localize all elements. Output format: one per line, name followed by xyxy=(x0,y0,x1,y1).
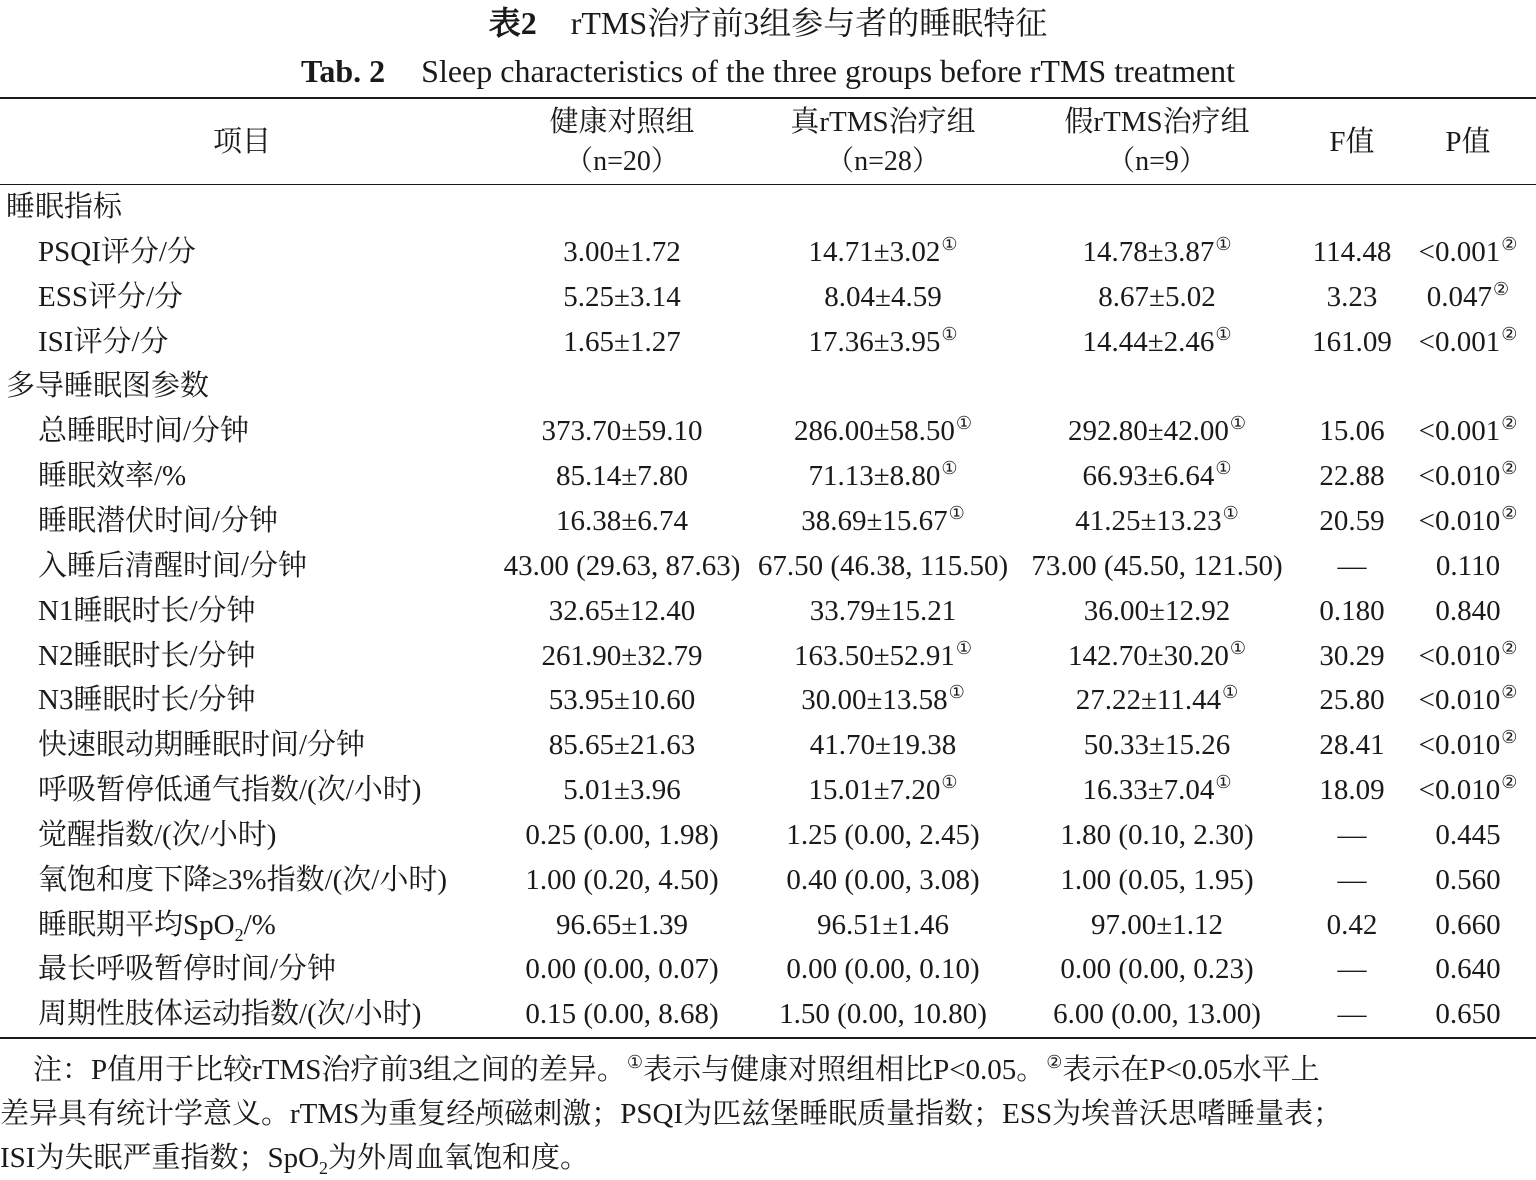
table-row xyxy=(0,768,1536,813)
real-rtms-value xyxy=(748,320,1018,365)
p-value xyxy=(1400,589,1536,634)
header-p-label: P值 xyxy=(1445,126,1491,158)
note-line-3 xyxy=(0,1136,1536,1180)
f-value xyxy=(1294,634,1410,679)
sham-rtms-value xyxy=(1020,858,1294,903)
p-value xyxy=(1400,813,1536,858)
healthy-control-value-text: 85.14±7.80 xyxy=(556,460,688,493)
f-value xyxy=(1294,544,1410,589)
significance-mark: ① xyxy=(941,458,958,479)
p-value xyxy=(1400,454,1536,499)
f-value xyxy=(1294,723,1410,768)
real-rtms-value xyxy=(748,947,1018,992)
sham-rtms-value-text: 97.00±1.12 xyxy=(1091,908,1223,941)
sham-rtms-value xyxy=(1020,768,1294,813)
section-row xyxy=(0,185,1536,230)
table-top-rule xyxy=(0,97,1536,99)
f-value-text: 30.29 xyxy=(1319,639,1385,672)
row-label-text: 睡眠潜伏时间/分钟 xyxy=(38,504,279,537)
row-label xyxy=(38,858,447,903)
p-value-text: 0.047 xyxy=(1426,280,1493,313)
f-value xyxy=(1294,499,1410,544)
healthy-control-value-text: 43.00 (29.63, 87.63) xyxy=(503,549,741,582)
sham-rtms-value-text: 16.33±7.04 xyxy=(1082,774,1215,807)
real-rtms-value-text: 30.00±13.58 xyxy=(801,684,948,717)
real-rtms-value xyxy=(748,634,1018,679)
healthy-control-value-text: 16.38±6.74 xyxy=(556,504,688,537)
real-rtms-value-text: 96.51±1.46 xyxy=(817,908,949,941)
significance-mark: ② xyxy=(1501,233,1518,254)
healthy-control-value-text: 5.25±3.14 xyxy=(563,280,681,313)
sham-rtms-value-text: 1.00 (0.05, 1.95) xyxy=(1060,863,1254,896)
p-value xyxy=(1400,903,1536,948)
row-label-text: 快速眼动期睡眠时间/分钟 xyxy=(38,729,366,762)
healthy-control-value-text: 0.15 (0.00, 8.68) xyxy=(525,998,719,1031)
p-value-text: 0.445 xyxy=(1435,818,1501,851)
significance-mark: ② xyxy=(1501,727,1518,748)
f-value-text: 0.42 xyxy=(1326,908,1378,941)
p-value xyxy=(1400,409,1536,454)
real-rtms-value xyxy=(748,678,1018,723)
real-rtms-value-text: 8.04±4.59 xyxy=(824,280,942,313)
f-value-text: — xyxy=(1337,998,1367,1031)
significance-mark: ① xyxy=(1222,682,1239,703)
header-item-label: 项目 xyxy=(212,126,271,158)
significance-mark: ① xyxy=(1215,772,1232,793)
header-group3-label: 假rTMS治疗组 xyxy=(1064,106,1250,138)
significance-mark: ① xyxy=(1215,233,1232,254)
real-rtms-value-text: 0.00 (0.00, 0.10) xyxy=(786,953,980,986)
row-label-subscript: 2 xyxy=(234,924,244,945)
p-value-text: <0.010 xyxy=(1418,684,1501,717)
row-label xyxy=(38,230,196,275)
f-value-text: — xyxy=(1337,549,1367,582)
healthy-control-value xyxy=(484,499,760,544)
row-label-text: 呼吸暂停低通气指数/(次/小时) xyxy=(38,774,422,807)
f-value-text: 114.48 xyxy=(1312,235,1392,268)
table-row xyxy=(0,813,1536,858)
note-line-1b: 表示与健康对照组相比P<0.05。 xyxy=(643,1054,1046,1086)
row-label-text: PSQI评分/分 xyxy=(38,235,196,268)
row-label-text: 睡眠效率/% xyxy=(38,460,187,493)
healthy-control-value-text: 96.65±1.39 xyxy=(556,908,688,941)
sham-rtms-value xyxy=(1020,409,1294,454)
real-rtms-value xyxy=(748,454,1018,499)
header-group2-n: （n=28） xyxy=(826,146,940,177)
real-rtms-value-text: 15.01±7.20 xyxy=(808,774,941,807)
significance-mark: ② xyxy=(1501,458,1518,479)
p-value xyxy=(1400,230,1536,275)
table-row xyxy=(0,678,1536,723)
significance-mark: ① xyxy=(941,772,958,793)
row-label xyxy=(38,275,183,320)
p-value-text: 0.560 xyxy=(1435,863,1501,896)
header-item xyxy=(0,100,484,184)
table-note xyxy=(0,1048,1536,1180)
p-value-text: <0.010 xyxy=(1418,504,1501,537)
p-value-text: <0.001 xyxy=(1418,235,1501,268)
healthy-control-value xyxy=(484,858,760,903)
p-value-text: <0.010 xyxy=(1418,729,1501,762)
table-title-en xyxy=(0,50,1536,92)
real-rtms-value-text: 14.71±3.02 xyxy=(808,235,941,268)
header-group3-n: （n=9） xyxy=(1107,146,1207,177)
f-value-text: 20.59 xyxy=(1319,504,1385,537)
sham-rtms-value xyxy=(1020,678,1294,723)
significance-mark: ② xyxy=(1501,637,1518,658)
real-rtms-value-text: 41.70±19.38 xyxy=(809,729,957,762)
healthy-control-value xyxy=(484,813,760,858)
significance-mark: ② xyxy=(1501,323,1518,344)
healthy-control-value-text: 0.00 (0.00, 0.07) xyxy=(525,953,719,986)
healthy-control-value xyxy=(484,275,760,320)
table-row xyxy=(0,454,1536,499)
row-label-text: ISI评分/分 xyxy=(38,325,169,358)
real-rtms-value xyxy=(748,992,1018,1037)
real-rtms-value xyxy=(748,858,1018,903)
healthy-control-value-text: 261.90±32.79 xyxy=(541,639,703,672)
healthy-control-value-text: 32.65±12.40 xyxy=(548,594,696,627)
header-f-label: F值 xyxy=(1329,126,1375,158)
p-value xyxy=(1400,320,1536,365)
significance-mark: ① xyxy=(941,323,958,344)
healthy-control-value xyxy=(484,544,760,589)
row-label-text: 睡眠指标 xyxy=(6,191,123,223)
f-value-text: — xyxy=(1337,818,1367,851)
real-rtms-value xyxy=(748,409,1018,454)
f-value xyxy=(1294,589,1410,634)
significance-mark: ② xyxy=(1501,682,1518,703)
sham-rtms-value-text: 36.00±12.92 xyxy=(1083,594,1231,627)
f-value-text: — xyxy=(1337,953,1367,986)
sham-rtms-value xyxy=(1020,454,1294,499)
p-value xyxy=(1400,992,1536,1037)
sham-rtms-value xyxy=(1020,813,1294,858)
significance-mark: ① xyxy=(955,413,973,434)
real-rtms-value xyxy=(748,499,1018,544)
row-label-text: 最长呼吸暂停时间/分钟 xyxy=(38,953,337,986)
f-value xyxy=(1294,768,1410,813)
f-value xyxy=(1294,903,1410,948)
table-row xyxy=(0,634,1536,679)
real-rtms-value xyxy=(748,813,1018,858)
row-label xyxy=(38,499,278,544)
f-value xyxy=(1294,678,1410,723)
real-rtms-value xyxy=(748,903,1018,948)
sham-rtms-value xyxy=(1020,634,1294,679)
row-label xyxy=(38,903,276,948)
p-value xyxy=(1400,678,1536,723)
significance-mark: ① xyxy=(948,682,965,703)
table-number-cn: 表2 xyxy=(488,5,537,41)
real-rtms-value-text: 0.40 (0.00, 3.08) xyxy=(786,863,980,896)
row-label xyxy=(38,589,256,634)
healthy-control-value-text: 373.70±59.10 xyxy=(541,415,703,448)
row-label-tail: /% xyxy=(243,908,276,941)
real-rtms-value-text: 1.25 (0.00, 2.45) xyxy=(786,818,980,851)
row-label-text: 总睡眠时间/分钟 xyxy=(38,415,250,448)
row-label xyxy=(38,320,169,365)
sham-rtms-value xyxy=(1020,947,1294,992)
row-label xyxy=(38,768,421,813)
real-rtms-value xyxy=(748,230,1018,275)
header-group2 xyxy=(748,100,1018,184)
p-value xyxy=(1400,634,1536,679)
real-rtms-value xyxy=(748,723,1018,768)
f-value xyxy=(1294,454,1410,499)
row-label-text: 睡眠期平均SpO xyxy=(38,908,235,941)
healthy-control-value-text: 1.00 (0.20, 4.50) xyxy=(525,863,719,896)
header-group1 xyxy=(484,100,760,184)
significance-mark: ② xyxy=(1501,502,1518,523)
row-label xyxy=(6,364,209,409)
sham-rtms-value-text: 0.00 (0.00, 0.23) xyxy=(1060,953,1254,986)
row-label xyxy=(38,992,421,1037)
row-label-text: 氧饱和度下降≥3%指数/(次/小时) xyxy=(38,863,448,896)
table-row xyxy=(0,499,1536,544)
f-value-text: 0.180 xyxy=(1319,594,1385,627)
row-label xyxy=(38,454,186,499)
p-value xyxy=(1400,723,1536,768)
table-row xyxy=(0,409,1536,454)
f-value xyxy=(1294,409,1410,454)
table-row xyxy=(0,723,1536,768)
row-label xyxy=(38,634,256,679)
sham-rtms-value-text: 73.00 (45.50, 121.50) xyxy=(1031,549,1283,582)
f-value xyxy=(1294,320,1410,365)
healthy-control-value xyxy=(484,723,760,768)
significance-mark: ① xyxy=(941,233,958,254)
table-bottom-rule xyxy=(0,1037,1536,1039)
healthy-control-value xyxy=(484,768,760,813)
sham-rtms-value-text: 41.25±13.23 xyxy=(1075,504,1222,537)
healthy-control-value xyxy=(484,230,760,275)
real-rtms-value xyxy=(748,544,1018,589)
healthy-control-value-text: 3.00±1.72 xyxy=(563,235,681,268)
table-number-en: Tab. 2 xyxy=(300,53,386,89)
table-title-text-en: Sleep characteristics of the three groups before rTMS treatment xyxy=(421,53,1236,89)
sham-rtms-value xyxy=(1020,499,1294,544)
healthy-control-value xyxy=(484,320,760,365)
row-label-text: N2睡眠时长/分钟 xyxy=(38,639,256,672)
p-value-text: 0.840 xyxy=(1435,594,1501,627)
row-label xyxy=(38,947,336,992)
f-value-text: 28.41 xyxy=(1319,729,1385,762)
sham-rtms-value xyxy=(1020,903,1294,948)
row-label-text: 周期性肢体运动指数/(次/小时) xyxy=(38,998,422,1031)
f-value xyxy=(1294,813,1410,858)
significance-mark: ① xyxy=(948,502,965,523)
f-value xyxy=(1294,947,1410,992)
f-value xyxy=(1294,275,1410,320)
healthy-control-value xyxy=(484,409,760,454)
sham-rtms-value xyxy=(1020,992,1294,1037)
table-row xyxy=(0,230,1536,275)
row-label xyxy=(38,544,307,589)
row-label-text: 入睡后清醒时间/分钟 xyxy=(38,549,308,582)
sham-rtms-value xyxy=(1020,544,1294,589)
note-line-3-sub: 2 xyxy=(319,1158,329,1178)
significance-mark: ① xyxy=(955,637,973,658)
significance-mark: ① xyxy=(1215,323,1232,344)
real-rtms-value xyxy=(748,768,1018,813)
note-line-1c: 表示在P<0.05水平上 xyxy=(1062,1054,1320,1086)
significance-mark: ② xyxy=(1501,772,1518,793)
header-f-value xyxy=(1294,100,1410,184)
f-value-text: 22.88 xyxy=(1319,460,1385,493)
p-value-text: 0.110 xyxy=(1435,549,1501,582)
sham-rtms-value xyxy=(1020,589,1294,634)
sham-rtms-value-text: 14.78±3.87 xyxy=(1082,235,1215,268)
section-row xyxy=(0,364,1536,409)
p-value xyxy=(1400,275,1536,320)
header-group2-label: 真rTMS治疗组 xyxy=(790,106,976,138)
row-label xyxy=(38,723,365,768)
healthy-control-value-text: 1.65±1.27 xyxy=(563,325,681,358)
sham-rtms-value xyxy=(1020,320,1294,365)
sham-rtms-value-text: 14.44±2.46 xyxy=(1082,325,1215,358)
healthy-control-value xyxy=(484,903,760,948)
sham-rtms-value-text: 50.33±15.26 xyxy=(1083,729,1231,762)
row-label-text: 觉醒指数/(次/小时) xyxy=(38,818,277,851)
header-group1-n: （n=20） xyxy=(565,146,679,177)
healthy-control-value-text: 0.25 (0.00, 1.98) xyxy=(525,818,719,851)
significance-mark: ① xyxy=(1222,502,1239,523)
sham-rtms-value-text: 292.80±42.00 xyxy=(1067,415,1229,448)
row-label xyxy=(38,678,256,723)
p-value-text: <0.010 xyxy=(1418,639,1501,672)
healthy-control-value-text: 5.01±3.96 xyxy=(563,774,681,807)
p-value xyxy=(1400,499,1536,544)
sham-rtms-value-text: 8.67±5.02 xyxy=(1098,280,1216,313)
f-value-text: — xyxy=(1337,863,1367,896)
f-value xyxy=(1294,230,1410,275)
note-line-3b: 为外周血氧饱和度。 xyxy=(328,1142,590,1174)
significance-mark: ① xyxy=(1215,458,1232,479)
healthy-control-value xyxy=(484,454,760,499)
real-rtms-value-text: 33.79±15.21 xyxy=(809,594,957,627)
note-line-1 xyxy=(0,1048,1536,1092)
p-value xyxy=(1400,768,1536,813)
p-value xyxy=(1400,858,1536,903)
table-row xyxy=(0,992,1536,1037)
p-value-text: <0.010 xyxy=(1418,460,1501,493)
p-value-text: <0.001 xyxy=(1418,325,1501,358)
header-group1-label: 健康对照组 xyxy=(549,106,695,138)
sham-rtms-value-text: 66.93±6.64 xyxy=(1082,460,1215,493)
significance-mark: ② xyxy=(1493,278,1510,299)
sham-rtms-value-text: 1.80 (0.10, 2.30) xyxy=(1060,818,1254,851)
healthy-control-value-text: 85.65±21.63 xyxy=(548,729,696,762)
table-row xyxy=(0,544,1536,589)
healthy-control-value xyxy=(484,947,760,992)
note-line-3a: ISI为失眠严重指数；SpO xyxy=(0,1142,320,1174)
row-label xyxy=(38,813,276,858)
f-value-text: 18.09 xyxy=(1319,774,1385,807)
p-value xyxy=(1400,544,1536,589)
sham-rtms-value-text: 6.00 (0.00, 13.00) xyxy=(1053,998,1261,1031)
p-value-text: 0.650 xyxy=(1435,998,1501,1031)
f-value-text: 3.23 xyxy=(1326,280,1378,313)
f-value xyxy=(1294,858,1410,903)
significance-mark: ① xyxy=(1229,413,1247,434)
significance-mark: ② xyxy=(1501,413,1518,434)
note-line-1a: 注：P值用于比较rTMS治疗前3组之间的差异。 xyxy=(33,1054,626,1086)
healthy-control-value xyxy=(484,992,760,1037)
p-value xyxy=(1400,947,1536,992)
p-value-text: <0.001 xyxy=(1418,415,1501,448)
header-p-value xyxy=(1400,100,1536,184)
note-mark-1: ① xyxy=(626,1052,644,1072)
f-value-text: 161.09 xyxy=(1312,325,1392,358)
healthy-control-value xyxy=(484,678,760,723)
p-value-text: 0.660 xyxy=(1435,908,1501,941)
real-rtms-value-text: 38.69±15.67 xyxy=(801,504,948,537)
table-row xyxy=(0,858,1536,903)
p-value-text: 0.640 xyxy=(1435,953,1501,986)
real-rtms-value-text: 286.00±58.50 xyxy=(793,415,955,448)
sham-rtms-value xyxy=(1020,275,1294,320)
table-title-text-cn: rTMS治疗前3组参与者的睡眠特征 xyxy=(570,5,1048,41)
row-label xyxy=(6,185,122,230)
real-rtms-value-text: 163.50±52.91 xyxy=(793,639,955,672)
row-label-text: 多导睡眠图参数 xyxy=(6,370,210,403)
row-label xyxy=(38,409,249,454)
table-row xyxy=(0,275,1536,320)
f-value-text: 15.06 xyxy=(1319,415,1385,448)
f-value xyxy=(1294,992,1410,1037)
real-rtms-value xyxy=(748,589,1018,634)
row-label-text: N1睡眠时长/分钟 xyxy=(38,594,256,627)
healthy-control-value-text: 53.95±10.60 xyxy=(548,684,696,717)
sham-rtms-value-text: 27.22±11.44 xyxy=(1075,684,1222,717)
real-rtms-value-text: 71.13±8.80 xyxy=(808,460,941,493)
healthy-control-value xyxy=(484,634,760,679)
real-rtms-value-text: 67.50 (46.38, 115.50) xyxy=(757,549,1009,582)
table-row xyxy=(0,320,1536,365)
sham-rtms-value xyxy=(1020,230,1294,275)
row-label-text: N3睡眠时长/分钟 xyxy=(38,684,256,717)
significance-mark: ① xyxy=(1229,637,1247,658)
sham-rtms-value xyxy=(1020,723,1294,768)
table-title-cn xyxy=(0,2,1536,44)
healthy-control-value xyxy=(484,589,760,634)
note-line-2: 差异具有统计学意义。rTMS为重复经颅磁刺激；PSQI为匹兹堡睡眠质量指数；ESS为埃普沃思嗜睡量表； xyxy=(0,1098,1343,1130)
f-value-text: 25.80 xyxy=(1319,684,1385,717)
table-row xyxy=(0,947,1536,992)
header-group3 xyxy=(1020,100,1294,184)
real-rtms-value-text: 1.50 (0.00, 10.80) xyxy=(779,998,987,1031)
note-mark-2: ② xyxy=(1046,1052,1063,1072)
p-value-text: <0.010 xyxy=(1418,774,1501,807)
real-rtms-value-text: 17.36±3.95 xyxy=(808,325,941,358)
sham-rtms-value-text: 142.70±30.20 xyxy=(1067,639,1229,672)
table-row xyxy=(0,903,1536,948)
real-rtms-value xyxy=(748,275,1018,320)
row-label-text: ESS评分/分 xyxy=(38,280,184,313)
table-row xyxy=(0,589,1536,634)
